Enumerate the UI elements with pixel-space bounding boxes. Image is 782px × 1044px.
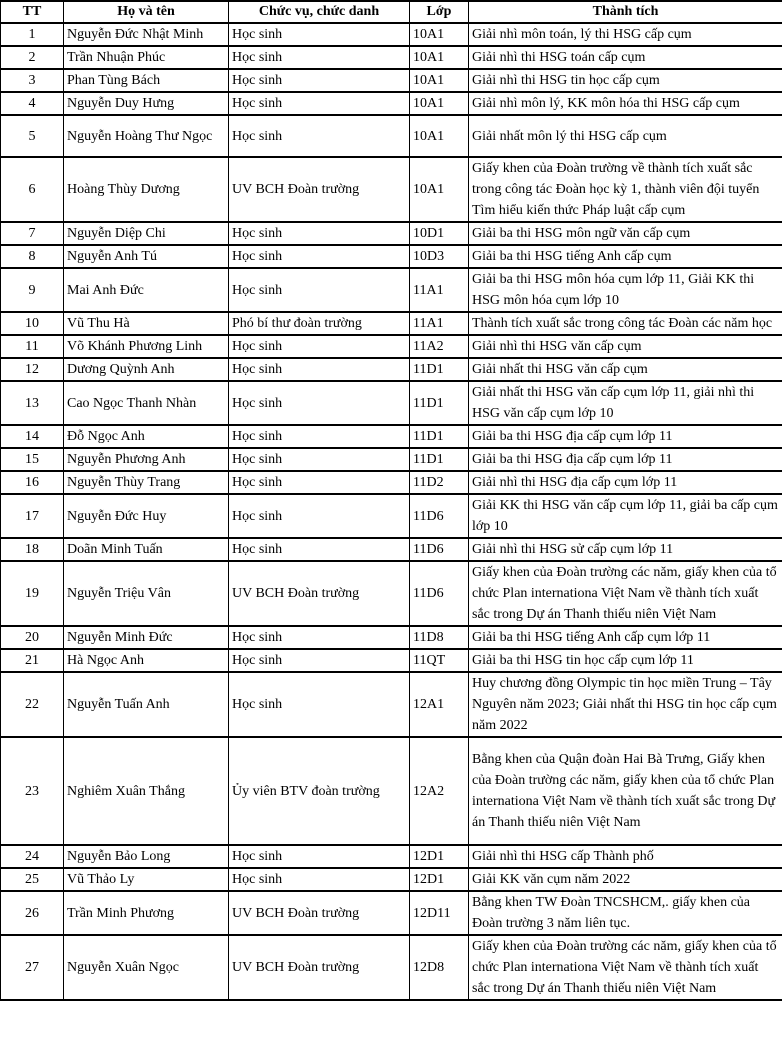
cell-class: 11D1 bbox=[410, 381, 469, 425]
cell-name: Trần Minh Phương bbox=[64, 891, 229, 935]
table-row bbox=[1, 494, 782, 538]
cell-class: 10D1 bbox=[410, 222, 469, 245]
cell-position: Học sinh bbox=[229, 649, 410, 672]
cell-class: 11QT bbox=[410, 649, 469, 672]
cell-achievement: Giấy khen của Đoàn trường về thành tích xuất sắc trong công tác Đoàn học kỳ 1, thành viên đội tuyển Tìm hiểu kiến thức Pháp luật cấp cụm bbox=[469, 157, 782, 222]
table-row bbox=[1, 471, 782, 494]
cell-name: Nguyễn Tuấn Anh bbox=[64, 672, 229, 737]
cell-name: Nguyễn Xuân Ngọc bbox=[64, 935, 229, 1000]
cell-class: 11D1 bbox=[410, 448, 469, 471]
cell-tt: 13 bbox=[1, 381, 64, 425]
cell-position: Học sinh bbox=[229, 538, 410, 561]
cell-name: Nguyễn Đức Nhật Minh bbox=[64, 23, 229, 46]
cell-achievement: Bằng khen của Quận đoàn Hai Bà Trưng, Giấy khen của Đoàn trường các năm, giấy khen của tổ chức Plan internationa Việt Nam về thành tích xuất sắc trong Dự án Thanh thiếu niên Việt Nam bbox=[469, 737, 782, 845]
cell-tt: 26 bbox=[1, 891, 64, 935]
cell-name: Nguyễn Anh Tú bbox=[64, 245, 229, 268]
cell-tt: 22 bbox=[1, 672, 64, 737]
table-row bbox=[1, 335, 782, 358]
cell-achievement: Giải ba thi HSG tin học cấp cụm lớp 11 bbox=[469, 649, 782, 672]
cell-name: Hoàng Thùy Dương bbox=[64, 157, 229, 222]
table-row bbox=[1, 538, 782, 561]
cell-tt: 7 bbox=[1, 222, 64, 245]
cell-position: Phó bí thư đoàn trường bbox=[229, 312, 410, 335]
cell-class: 11D1 bbox=[410, 358, 469, 381]
table-row bbox=[1, 868, 782, 891]
cell-name: Doãn Minh Tuấn bbox=[64, 538, 229, 561]
table-row bbox=[1, 222, 782, 245]
cell-class: 11D6 bbox=[410, 494, 469, 538]
cell-position: Học sinh bbox=[229, 69, 410, 92]
cell-position: Học sinh bbox=[229, 245, 410, 268]
cell-position: Ủy viên BTV đoàn trường bbox=[229, 737, 410, 845]
cell-achievement: Giải nhất thi HSG văn cấp cụm bbox=[469, 358, 782, 381]
cell-tt: 16 bbox=[1, 471, 64, 494]
cell-position: Học sinh bbox=[229, 425, 410, 448]
cell-class: 10D3 bbox=[410, 245, 469, 268]
table-body bbox=[1, 23, 782, 1000]
table-row bbox=[1, 157, 782, 222]
cell-position: UV BCH Đoàn trường bbox=[229, 561, 410, 626]
cell-tt: 18 bbox=[1, 538, 64, 561]
cell-tt: 23 bbox=[1, 737, 64, 845]
cell-name: Đỗ Ngọc Anh bbox=[64, 425, 229, 448]
cell-position: UV BCH Đoàn trường bbox=[229, 157, 410, 222]
cell-name: Nguyễn Thùy Trang bbox=[64, 471, 229, 494]
cell-achievement: Giải nhất môn lý thi HSG cấp cụm bbox=[469, 115, 782, 157]
cell-achievement: Thành tích xuất sắc trong công tác Đoàn các năm học bbox=[469, 312, 782, 335]
cell-position: Học sinh bbox=[229, 115, 410, 157]
cell-tt: 25 bbox=[1, 868, 64, 891]
cell-achievement: Giải nhì thi HSG địa cấp cụm lớp 11 bbox=[469, 471, 782, 494]
cell-tt: 27 bbox=[1, 935, 64, 1000]
cell-achievement: Giải nhì thi HSG cấp Thành phố bbox=[469, 845, 782, 868]
cell-tt: 19 bbox=[1, 561, 64, 626]
cell-tt: 21 bbox=[1, 649, 64, 672]
cell-achievement: Giải nhì môn toán, lý thi HSG cấp cụm bbox=[469, 23, 782, 46]
table-row bbox=[1, 891, 782, 935]
cell-achievement: Giải ba thi HSG tiếng Anh cấp cụm lớp 11 bbox=[469, 626, 782, 649]
cell-name: Dương Quỳnh Anh bbox=[64, 358, 229, 381]
cell-achievement: Giải nhì thi HSG sử cấp cụm lớp 11 bbox=[469, 538, 782, 561]
cell-class: 10A1 bbox=[410, 115, 469, 157]
cell-tt: 14 bbox=[1, 425, 64, 448]
cell-position: Học sinh bbox=[229, 868, 410, 891]
header-position: Chức vụ, chức danh bbox=[229, 1, 410, 23]
table-row bbox=[1, 23, 782, 46]
cell-class: 12D1 bbox=[410, 868, 469, 891]
cell-class: 12D8 bbox=[410, 935, 469, 1000]
cell-position: Học sinh bbox=[229, 335, 410, 358]
table-row bbox=[1, 268, 782, 312]
table-row bbox=[1, 69, 782, 92]
cell-achievement: Giấy khen của Đoàn trường các năm, giấy khen của tổ chức Plan internationa Việt Nam về thành tích xuất sắc trong Dự án Thanh thiếu niên Việt Nam bbox=[469, 935, 782, 1000]
table-row bbox=[1, 92, 782, 115]
table-row bbox=[1, 381, 782, 425]
cell-class: 12D11 bbox=[410, 891, 469, 935]
cell-name: Nguyễn Bảo Long bbox=[64, 845, 229, 868]
table-row bbox=[1, 358, 782, 381]
cell-name: Trần Nhuận Phúc bbox=[64, 46, 229, 69]
table-row bbox=[1, 626, 782, 649]
cell-tt: 10 bbox=[1, 312, 64, 335]
cell-tt: 1 bbox=[1, 23, 64, 46]
cell-achievement: Huy chương đồng Olympic tin học miền Trung – Tây Nguyên năm 2023; Giải nhất thi HSG tin học cấp cụm năm 2022 bbox=[469, 672, 782, 737]
cell-position: Học sinh bbox=[229, 268, 410, 312]
cell-name: Nguyễn Triệu Vân bbox=[64, 561, 229, 626]
cell-achievement: Giấy khen của Đoàn trường các năm, giấy khen của tổ chức Plan internationa Việt Nam về thành tích xuất sắc trong Dự án Thanh thiếu niên Việt Nam bbox=[469, 561, 782, 626]
cell-position: Học sinh bbox=[229, 222, 410, 245]
cell-tt: 5 bbox=[1, 115, 64, 157]
cell-tt: 4 bbox=[1, 92, 64, 115]
table-row bbox=[1, 649, 782, 672]
header-class: Lớp bbox=[410, 1, 469, 23]
cell-class: 10A1 bbox=[410, 92, 469, 115]
table-row bbox=[1, 845, 782, 868]
cell-achievement: Giải nhất thi HSG văn cấp cụm lớp 11, giải nhì thi HSG văn cấp cụm lớp 10 bbox=[469, 381, 782, 425]
cell-class: 11D6 bbox=[410, 561, 469, 626]
header-row bbox=[1, 1, 782, 23]
header-achievement: Thành tích bbox=[469, 1, 782, 23]
cell-achievement: Giải ba thi HSG địa cấp cụm lớp 11 bbox=[469, 448, 782, 471]
table-row bbox=[1, 448, 782, 471]
cell-class: 12A2 bbox=[410, 737, 469, 845]
cell-class: 10A1 bbox=[410, 23, 469, 46]
cell-tt: 15 bbox=[1, 448, 64, 471]
table-row bbox=[1, 561, 782, 626]
table-row bbox=[1, 425, 782, 448]
cell-position: Học sinh bbox=[229, 471, 410, 494]
cell-class: 11A2 bbox=[410, 335, 469, 358]
cell-class: 11D2 bbox=[410, 471, 469, 494]
cell-position: UV BCH Đoàn trường bbox=[229, 935, 410, 1000]
cell-class: 11A1 bbox=[410, 312, 469, 335]
cell-tt: 24 bbox=[1, 845, 64, 868]
cell-tt: 20 bbox=[1, 626, 64, 649]
cell-position: UV BCH Đoàn trường bbox=[229, 891, 410, 935]
table-row bbox=[1, 312, 782, 335]
cell-tt: 17 bbox=[1, 494, 64, 538]
cell-position: Học sinh bbox=[229, 448, 410, 471]
cell-name: Nguyễn Duy Hưng bbox=[64, 92, 229, 115]
cell-name: Nghiêm Xuân Thắng bbox=[64, 737, 229, 845]
cell-position: Học sinh bbox=[229, 92, 410, 115]
cell-achievement: Giải nhì thi HSG văn cấp cụm bbox=[469, 335, 782, 358]
cell-position: Học sinh bbox=[229, 46, 410, 69]
cell-position: Học sinh bbox=[229, 23, 410, 46]
cell-achievement: Giải ba thi HSG môn ngữ văn cấp cụm bbox=[469, 222, 782, 245]
cell-position: Học sinh bbox=[229, 494, 410, 538]
cell-achievement: Giải nhì môn lý, KK môn hóa thi HSG cấp cụm bbox=[469, 92, 782, 115]
cell-position: Học sinh bbox=[229, 845, 410, 868]
cell-position: Học sinh bbox=[229, 626, 410, 649]
table-row bbox=[1, 672, 782, 737]
cell-name: Phan Tùng Bách bbox=[64, 69, 229, 92]
header-tt: TT bbox=[1, 1, 64, 23]
cell-achievement: Giải ba thi HSG môn hóa cụm lớp 11, Giải KK thi HSG môn hóa cụm lớp 10 bbox=[469, 268, 782, 312]
cell-tt: 9 bbox=[1, 268, 64, 312]
cell-achievement: Giải KK văn cụm năm 2022 bbox=[469, 868, 782, 891]
cell-name: Nguyễn Phương Anh bbox=[64, 448, 229, 471]
cell-class: 12A1 bbox=[410, 672, 469, 737]
cell-class: 10A1 bbox=[410, 46, 469, 69]
cell-achievement: Giải KK thi HSG văn cấp cụm lớp 11, giải ba cấp cụm lớp 10 bbox=[469, 494, 782, 538]
cell-tt: 12 bbox=[1, 358, 64, 381]
table-row bbox=[1, 935, 782, 1000]
cell-class: 11D6 bbox=[410, 538, 469, 561]
cell-tt: 6 bbox=[1, 157, 64, 222]
cell-name: Vũ Thu Hà bbox=[64, 312, 229, 335]
cell-position: Học sinh bbox=[229, 672, 410, 737]
cell-name: Nguyễn Đức Huy bbox=[64, 494, 229, 538]
cell-name: Nguyễn Hoàng Thư Ngọc bbox=[64, 115, 229, 157]
table-row bbox=[1, 115, 782, 157]
table-row bbox=[1, 245, 782, 268]
table-row bbox=[1, 46, 782, 69]
cell-name: Cao Ngọc Thanh Nhàn bbox=[64, 381, 229, 425]
table-row bbox=[1, 737, 782, 845]
cell-name: Võ Khánh Phương Linh bbox=[64, 335, 229, 358]
cell-achievement: Giải nhì thi HSG tin học cấp cụm bbox=[469, 69, 782, 92]
cell-class: 11D8 bbox=[410, 626, 469, 649]
cell-class: 11D1 bbox=[410, 425, 469, 448]
cell-achievement: Bằng khen TW Đoàn TNCSHCM,. giấy khen của Đoàn trường 3 năm liên tục. bbox=[469, 891, 782, 935]
cell-tt: 3 bbox=[1, 69, 64, 92]
cell-name: Hà Ngọc Anh bbox=[64, 649, 229, 672]
cell-achievement: Giải ba thi HSG địa cấp cụm lớp 11 bbox=[469, 425, 782, 448]
cell-class: 10A1 bbox=[410, 69, 469, 92]
cell-class: 11A1 bbox=[410, 268, 469, 312]
cell-achievement: Giải ba thi HSG tiếng Anh cấp cụm bbox=[469, 245, 782, 268]
cell-tt: 8 bbox=[1, 245, 64, 268]
cell-name: Vũ Thảo Ly bbox=[64, 868, 229, 891]
cell-name: Nguyễn Minh Đức bbox=[64, 626, 229, 649]
header-name: Họ và tên bbox=[64, 1, 229, 23]
cell-tt: 2 bbox=[1, 46, 64, 69]
cell-name: Mai Anh Đức bbox=[64, 268, 229, 312]
cell-position: Học sinh bbox=[229, 358, 410, 381]
cell-class: 12D1 bbox=[410, 845, 469, 868]
cell-name: Nguyễn Diệp Chi bbox=[64, 222, 229, 245]
cell-position: Học sinh bbox=[229, 381, 410, 425]
cell-tt: 11 bbox=[1, 335, 64, 358]
cell-achievement: Giải nhì thi HSG toán cấp cụm bbox=[469, 46, 782, 69]
cell-class: 10A1 bbox=[410, 157, 469, 222]
